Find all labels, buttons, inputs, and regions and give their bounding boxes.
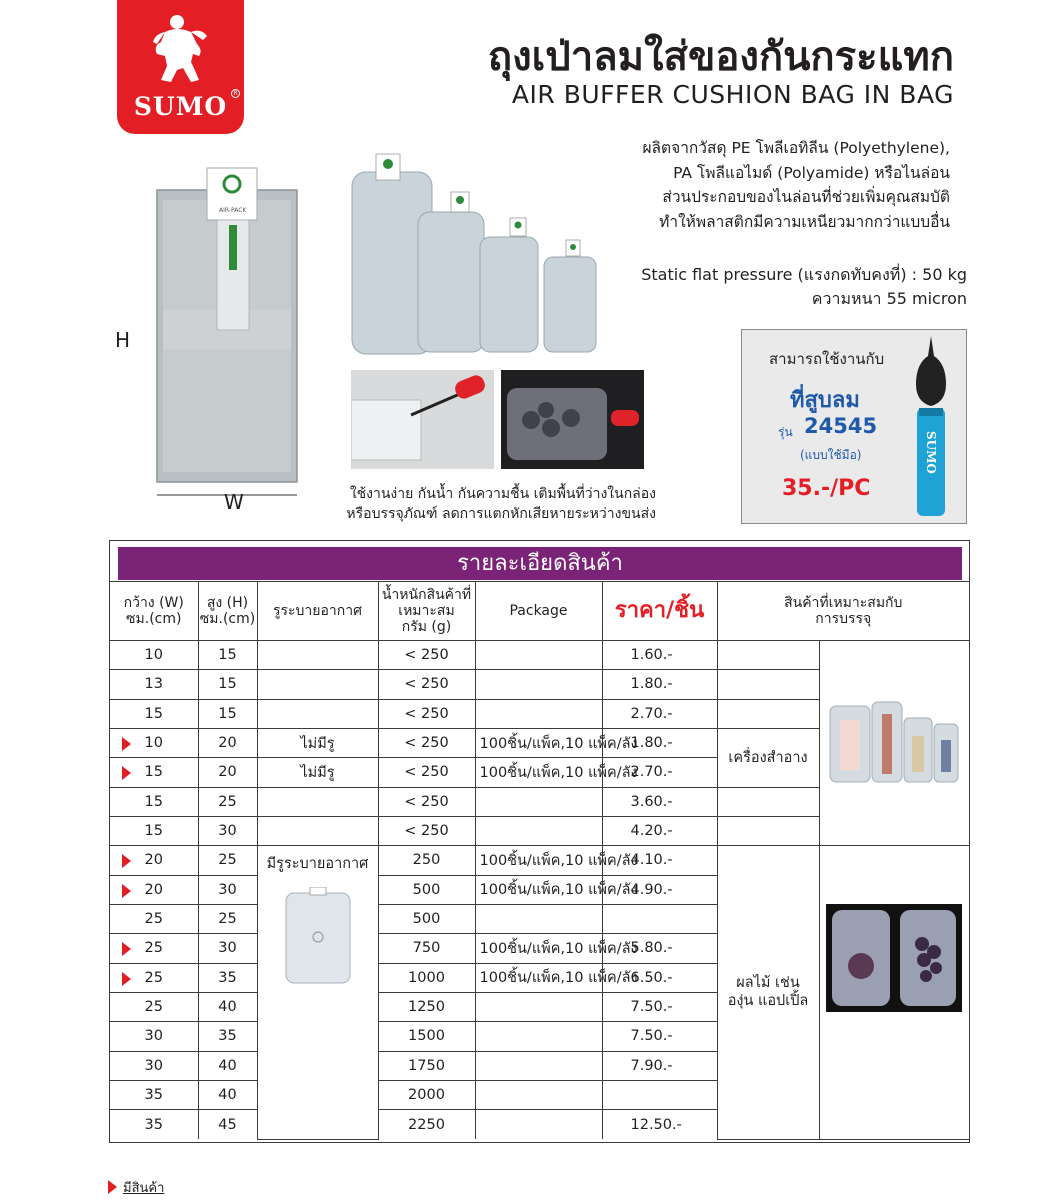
cell-width: 15 [110, 758, 198, 787]
col-vent: รูระบายอากาศ [257, 582, 378, 641]
cell-weight: 1750 [378, 1051, 475, 1080]
cell-package [475, 1022, 602, 1051]
cell-price: 7.50.- [602, 1022, 717, 1051]
cell-height: 30 [198, 875, 257, 904]
pump-model-prefix: รุ่น [778, 425, 793, 439]
caption-line: หรือบรรจุภัณฑ์ ลดการแตกหักเสียหายระหว่างขนส่ง [346, 506, 656, 522]
cell-width: 20 [110, 846, 198, 875]
spec-thickness: ความหนา 55 micron [811, 289, 967, 308]
cell-width: 30 [110, 1022, 198, 1051]
cell-vent-group [257, 846, 378, 1139]
cell-price: 2.70.- [602, 758, 717, 787]
title-thai: ถุงเป่าลมใส่ของกันกระแทก [487, 34, 954, 80]
in-stock-arrow-icon [122, 766, 131, 780]
pump-note: (แบบใช้มือ) [800, 448, 862, 462]
cell-height: 40 [198, 1051, 257, 1080]
sumo-wrestler-icon [147, 10, 213, 90]
in-stock-arrow-icon [122, 854, 131, 868]
table-row [110, 846, 969, 875]
cell-suitable-cosmetics: เครื่องสำอาง [717, 728, 819, 787]
cell-fruit-image [819, 846, 969, 1139]
cell-vent [257, 816, 378, 845]
col-weight: น้ำหนักสินค้าที่ เหมาะสม กรัม (g) [378, 582, 475, 641]
cosmetics-in-bags-image [826, 696, 962, 786]
cell-suitable [717, 699, 819, 728]
registered-mark: R [231, 89, 240, 98]
table-row [110, 641, 969, 670]
cell-price: 3.60.- [602, 787, 717, 816]
pump-model: 24545 [804, 414, 878, 438]
cell-price: 7.90.- [602, 1051, 717, 1080]
cell-package: 100ชิ้น/แพ็ค,10 แพ็ค/ลัง [475, 963, 602, 992]
cell-package: 100ชิ้น/แพ็ค,10 แพ็ค/ลัง [475, 758, 602, 787]
cell-width: 35 [110, 1080, 198, 1109]
cell-weight: < 250 [378, 787, 475, 816]
cell-height: 30 [198, 816, 257, 845]
cell-package: 100ชิ้น/แพ็ค,10 แพ็ค/ลัง [475, 934, 602, 963]
cell-package: 100ชิ้น/แพ็ค,10 แพ็ค/ลัง [475, 875, 602, 904]
cell-package [475, 816, 602, 845]
cell-width: 25 [110, 934, 198, 963]
cell-width: 10 [110, 641, 198, 670]
cell-weight: 1000 [378, 963, 475, 992]
cell-width: 15 [110, 816, 198, 845]
cell-price [602, 904, 717, 933]
vent-group-label: มีรูระบายอากาศ [266, 856, 369, 873]
cell-price: 1.60.- [602, 641, 717, 670]
cell-weight: < 250 [378, 758, 475, 787]
cell-height: 40 [198, 992, 257, 1021]
cell-weight: 500 [378, 904, 475, 933]
in-stock-arrow-icon [108, 1180, 117, 1194]
cell-weight: < 250 [378, 816, 475, 845]
col-price: ราคา/ชิ้น [602, 582, 717, 641]
cell-suitable [717, 787, 819, 816]
fruit-in-bags-image [826, 904, 962, 1012]
cell-package: 100ชิ้น/แพ็ค,10 แพ็ค/ลัง [475, 846, 602, 875]
description-line: ผลิตจากวัสดุ PE โพลีเอทิลีน (Polyethylene), [642, 139, 950, 157]
table-title: รายละเอียดสินค้า [118, 547, 962, 580]
cell-package [475, 992, 602, 1021]
cell-price: 6.50.- [602, 963, 717, 992]
suitable-fruit-line: ผลไม้ เช่น [736, 975, 800, 992]
col-width: กว้าง (W) ซม.(cm) [110, 582, 198, 641]
cell-height: 40 [198, 1080, 257, 1109]
cell-price [602, 1080, 717, 1109]
pump-promo [741, 329, 967, 524]
cell-height: 20 [198, 758, 257, 787]
col-suitable: สินค้าที่เหมาะสมกับ การบรรจุ [717, 582, 969, 641]
cell-height: 45 [198, 1110, 257, 1139]
in-stock-arrow-icon [122, 884, 131, 898]
cell-vent [257, 670, 378, 699]
cell-height: 15 [198, 641, 257, 670]
hand-pump-image [900, 336, 962, 521]
cell-weight: 250 [378, 846, 475, 875]
in-stock-arrow-icon [122, 972, 131, 986]
sumo-logo [117, 0, 244, 134]
width-label: W [224, 490, 244, 514]
description-line: ส่วนประกอบของไนล่อนที่ช่วยเพิ่มคุณสมบัติ [662, 188, 950, 206]
pump-inflating-photo [351, 370, 494, 469]
title-english: AIR BUFFER CUSHION BAG IN BAG [511, 80, 954, 109]
cell-width: 13 [110, 670, 198, 699]
height-label: H [115, 328, 131, 352]
vented-bag-image [282, 887, 354, 987]
logo-text: SUMO [133, 92, 228, 121]
cell-price: 4.20.- [602, 816, 717, 845]
description-line: PA โพลีแอไมด์ (Polyamide) หรือไนล่อน [673, 163, 950, 182]
cell-package [475, 1110, 602, 1139]
cell-height: 20 [198, 728, 257, 757]
cell-width: 25 [110, 992, 198, 1021]
cell-suitable [717, 816, 819, 845]
cell-suitable-fruit [717, 846, 819, 1139]
cell-price: 4.90.- [602, 875, 717, 904]
cell-weight: < 250 [378, 728, 475, 757]
cell-weight: 1500 [378, 1022, 475, 1051]
cell-package [475, 641, 602, 670]
cell-vent [257, 787, 378, 816]
cell-height: 15 [198, 670, 257, 699]
cell-price: 1.80.- [602, 670, 717, 699]
cell-width: 35 [110, 1110, 198, 1139]
cell-price: 2.70.- [602, 699, 717, 728]
stock-legend [108, 1177, 164, 1198]
cell-package [475, 1051, 602, 1080]
filled-bag-photo [501, 370, 644, 469]
cell-suitable [717, 670, 819, 699]
cell-price: 1.80.- [602, 728, 717, 757]
cell-height: 25 [198, 846, 257, 875]
cell-weight: < 250 [378, 670, 475, 699]
pump-price: 35.-/PC [782, 476, 871, 501]
col-height: สูง (H) ซม.(cm) [198, 582, 257, 641]
cell-weight: 2000 [378, 1080, 475, 1109]
cell-price: 7.50.- [602, 992, 717, 1021]
cell-width: 25 [110, 963, 198, 992]
cell-width: 10 [110, 728, 198, 757]
usage-caption [300, 484, 656, 524]
cell-width: 15 [110, 699, 198, 728]
pump-intro: สามารถใช้งานกับ [769, 350, 885, 368]
cell-package [475, 904, 602, 933]
product-details-table [110, 581, 969, 1140]
cell-height: 35 [198, 1022, 257, 1051]
description-line: ทำให้พลาสติกมีความเหนียวมากกว่าแบบอื่น [659, 212, 950, 231]
bag-illustration [145, 160, 315, 500]
cell-width: 15 [110, 787, 198, 816]
cell-package: 100ชิ้น/แพ็ค,10 แพ็ค/ลัง [475, 728, 602, 757]
pump-name: ที่สูบลม [790, 388, 860, 413]
legend-text: มีสินค้า [123, 1181, 165, 1196]
cell-price: 4.10.- [602, 846, 717, 875]
cell-height: 15 [198, 699, 257, 728]
cell-package [475, 1080, 602, 1109]
cell-vent [257, 699, 378, 728]
cell-weight: 750 [378, 934, 475, 963]
cell-package [475, 699, 602, 728]
cell-height: 25 [198, 904, 257, 933]
product-table [109, 540, 970, 1143]
cell-vent [257, 641, 378, 670]
col-package: Package [475, 582, 602, 641]
pump-brand-text: SUMO [924, 431, 938, 474]
cell-weight: 500 [378, 875, 475, 904]
in-stock-arrow-icon [122, 942, 131, 956]
cell-price: 12.50.- [602, 1110, 717, 1139]
cell-weight: 2250 [378, 1110, 475, 1139]
cell-cosmetics-image [819, 641, 969, 846]
cell-height: 30 [198, 934, 257, 963]
bag-tag-label: AIR-PACK [219, 207, 247, 214]
cell-width: 25 [110, 904, 198, 933]
inflated-bags-image [348, 152, 608, 357]
cell-weight: < 250 [378, 699, 475, 728]
cell-height: 25 [198, 787, 257, 816]
cell-width: 20 [110, 875, 198, 904]
cell-weight: < 250 [378, 641, 475, 670]
cell-weight: 1250 [378, 992, 475, 1021]
cell-width: 30 [110, 1051, 198, 1080]
spec-pressure: Static flat pressure (แรงกดทับคงที่) : 50 kg [641, 265, 967, 284]
cell-package [475, 787, 602, 816]
cell-suitable [717, 641, 819, 670]
suitable-fruit-line: องุ่น แอปเปิ้ล [727, 993, 809, 1010]
in-stock-arrow-icon [122, 737, 131, 751]
cell-price: 5.80.- [602, 934, 717, 963]
cell-package [475, 670, 602, 699]
cell-height: 35 [198, 963, 257, 992]
cell-vent: ไม่มีรู [257, 728, 378, 757]
cell-vent: ไม่มีรู [257, 758, 378, 787]
table-header-row [110, 582, 969, 641]
caption-line: ใช้งานง่าย กันน้ำ กันความชื้น เติมพื้นที่ว่างในกล่อง [349, 486, 656, 502]
